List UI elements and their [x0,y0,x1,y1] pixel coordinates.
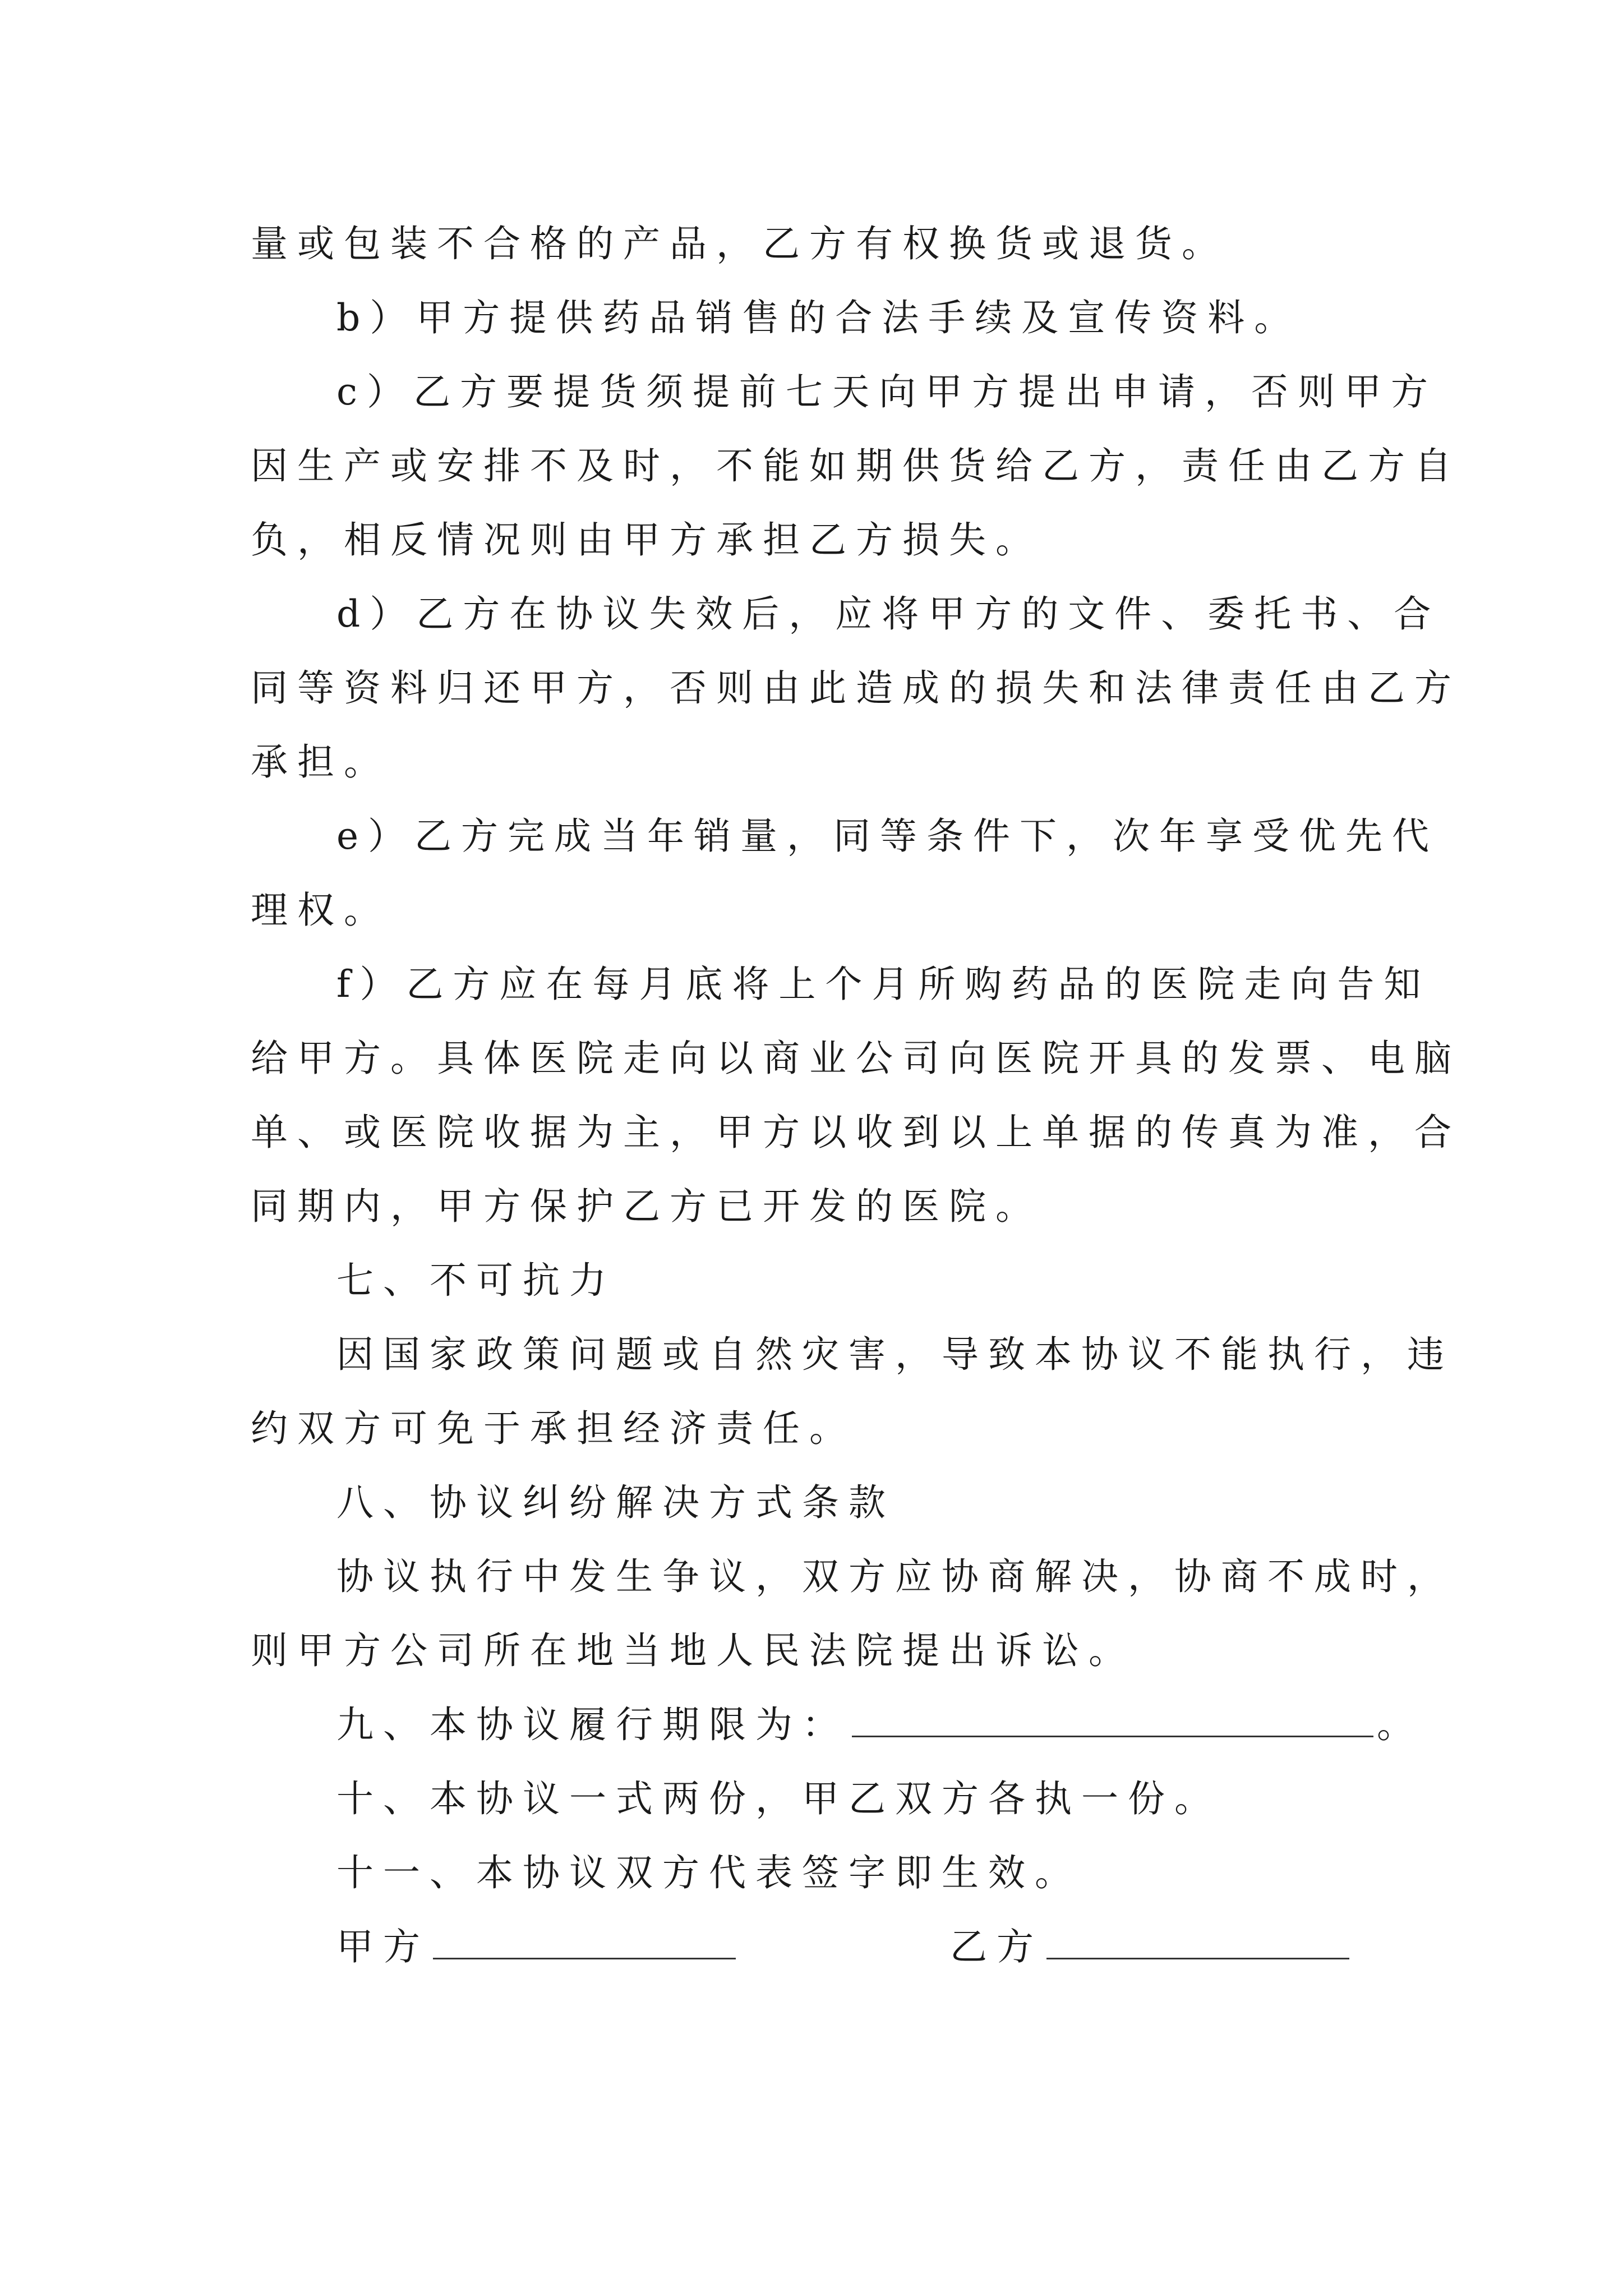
paragraph-line: 则甲方公司所在地当地人民法院提出诉讼。 [251,1629,1135,1672]
paragraph-line: b）甲方提供药品销售的合法手续及宣传资料。 [336,296,1301,339]
paragraph-line: c）乙方要提货须提前七天向甲方提出申请，否则甲方 [336,370,1437,413]
paragraph-line: 负，相反情况则由甲方承担乙方损失。 [251,518,1042,562]
party-b-signature [950,1925,1353,1970]
paragraph-line: 理权。 [251,889,390,932]
paragraph-line: 因生产或安排不及时，不能如期供货给乙方，责任由乙方自 [251,444,1461,487]
party-a-signature-line[interactable] [433,1952,736,1959]
paragraph-line: 协议执行中发生争议，双方应协商解决，协商不成时， [336,1555,1454,1598]
party-a-label: 甲方 [336,1925,430,1968]
paragraph-line: 承担。 [251,740,390,784]
party-a-signature [336,1925,739,1970]
paragraph-line: 量或包装不合格的产品，乙方有权换货或退货。 [251,222,1228,265]
section-heading: 八、协议纠纷解决方式条款 [336,1481,895,1524]
paragraph-line: 因国家政策问题或自然灾害，导致本协议不能执行，违 [336,1333,1454,1376]
paragraph-line: e）乙方完成当年销量，同等条件下，次年享受优先代 [336,815,1439,858]
term-clause [336,1703,1423,1747]
section-heading: 七、不可抗力 [336,1259,616,1302]
paragraph-line: 同期内，甲方保护乙方已开发的医院。 [251,1185,1042,1228]
paragraph-line: 约双方可免于承担经济责任。 [251,1407,856,1450]
party-b-signature-line[interactable] [1046,1952,1349,1959]
clause-10: 十、本协议一式两份，甲乙双方各执一份。 [336,1777,1221,1820]
paragraph-line: 单、或医院收据为主，甲方以收到以上单据的传真为准，合 [251,1111,1461,1154]
paragraph-line: d）乙方在协议失效后，应将甲方的文件、委托书、合 [336,592,1441,636]
term-blank-line[interactable] [852,1730,1373,1737]
paragraph-line: f）乙方应在每月底将上个月所购药品的医院走向告知 [336,963,1431,1006]
party-b-label: 乙方 [950,1925,1043,1968]
clause-11: 十一、本协议双方代表签字即生效。 [336,1851,1081,1894]
paragraph-line: 给甲方。具体医院走向以商业公司向医院开具的发票、电脑 [251,1037,1461,1080]
term-label: 九、本协议履行期限为： [336,1703,849,1746]
paragraph-line: 同等资料归还甲方，否则由此造成的损失和法律责任由乙方 [251,666,1461,710]
term-end: 。 [1377,1703,1423,1746]
